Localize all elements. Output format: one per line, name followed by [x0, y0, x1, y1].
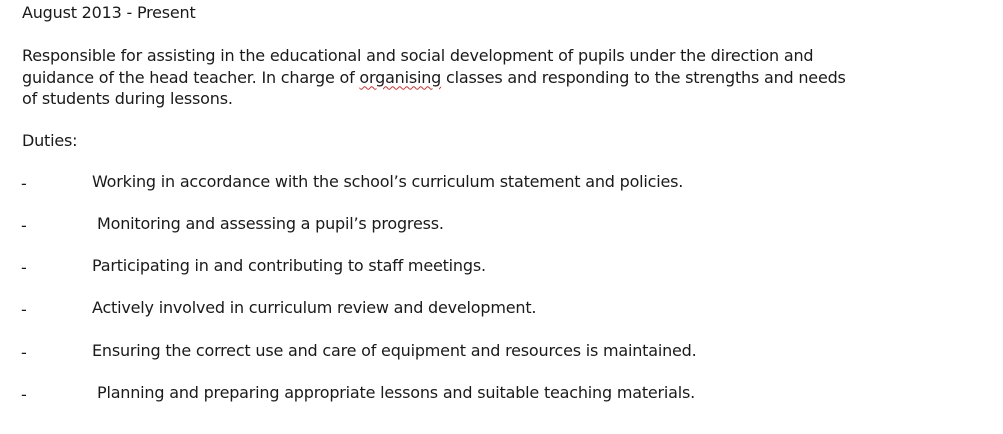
- bullet-dash: -: [21, 174, 27, 193]
- duty-list-item: [22, 383, 982, 405]
- bullet-dash: -: [21, 343, 27, 362]
- duty-list-item: [22, 298, 982, 320]
- duty-text: Actively involved in curriculum review and development.: [92, 298, 537, 317]
- summary-line: [22, 45, 982, 67]
- role-summary-paragraph: [22, 45, 982, 110]
- duty-list-item: [22, 256, 982, 278]
- employment-date-range: August 2013 - Present: [22, 3, 196, 22]
- summary-line: [22, 67, 982, 89]
- bullet-dash: -: [21, 258, 27, 277]
- summary-line: [22, 88, 982, 110]
- duty-text: Ensuring the correct use and care of equipment and resources is maintained.: [92, 341, 697, 360]
- duty-text: Participating in and contributing to staff meetings.: [92, 256, 486, 275]
- duty-text: Planning and preparing appropriate lessons and suitable teaching materials.: [97, 383, 696, 402]
- bullet-dash: -: [21, 385, 27, 404]
- duties-heading: Duties:: [22, 131, 78, 150]
- duty-text: Monitoring and assessing a pupil’s progress.: [97, 214, 444, 233]
- duty-list-item: [22, 172, 982, 194]
- summary-text: guidance of the head teacher. In charge of: [22, 67, 360, 87]
- duty-text: Working in accordance with the school’s curriculum statement and policies.: [92, 172, 684, 191]
- duty-list-item: [22, 341, 982, 363]
- bullet-dash: -: [21, 216, 27, 235]
- summary-text: Responsible for assisting in the educational and social development of pupils under the direction and: [22, 46, 814, 65]
- summary-text: of students during lessons.: [22, 89, 233, 108]
- duty-list-item: [22, 214, 982, 236]
- spellcheck-flagged-word[interactable]: organising: [359, 67, 442, 87]
- summary-text: classes and responding to the strengths and needs: [441, 67, 846, 87]
- bullet-dash: -: [21, 300, 27, 319]
